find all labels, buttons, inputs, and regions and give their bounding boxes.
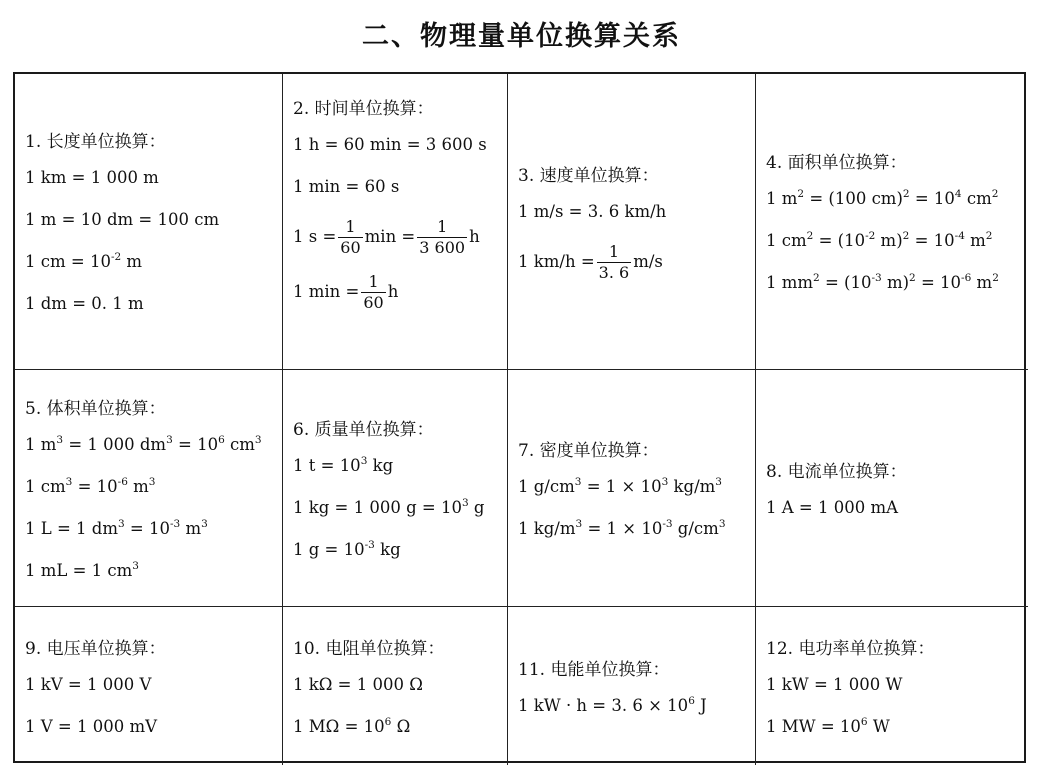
cell-heading: 9. 电压单位换算： [25, 638, 166, 659]
formula-line: 1 min = 60 s [293, 177, 400, 196]
formula-line: 1 $m^2 = (100$ $cm)^2 = 10^4$ $cm^2$ [766, 188, 999, 208]
formula-line: 1 mL = 1 $cm^3$ [25, 559, 139, 580]
formula-line: 1 $t = 10^3$ kg [293, 454, 394, 475]
cell-time [283, 74, 508, 370]
formula-line: 1 $m^3 = 1$ 000 $dm^3 = 10^6$ $cm^3$ [25, 433, 262, 454]
formula-line: 1 km/h = $\frac{1}{3. 6}$ m/s [518, 241, 663, 282]
cell-volume [15, 370, 283, 607]
fraction: $\frac{1}{3. 6}$ [598, 241, 630, 282]
formula-line: 1 dm = 0. 1 m [25, 294, 144, 313]
cell-heading: 5. 体积单位换算： [25, 398, 166, 419]
formula-line: 1 min = $\frac{1}{60}$ h [293, 272, 399, 312]
formula-line: 1 V = 1 000 mV [25, 716, 158, 736]
cell-heading: 8. 电流单位换算： [766, 461, 907, 482]
formula-line: 1 L = 1 $dm^3 = 10^{-3}$ $m^3$ [25, 517, 208, 538]
cell-heading: 12. 电功率单位换算： [766, 638, 935, 659]
conversion-table [13, 72, 1026, 763]
cell-energy [508, 607, 756, 765]
cell-mass [283, 370, 508, 607]
formula-line: 1 A = 1 000 mA [766, 497, 899, 517]
cell-heading: 10. 电阻单位换算： [293, 638, 445, 659]
formula-line: 1 cm = $10^{-2}$ m [25, 251, 143, 271]
cell-heading: 6. 质量单位换算： [293, 419, 434, 440]
cell-heading: 2. 时间单位换算： [293, 99, 434, 119]
formula-line: 1 MW = $10^6$ W [766, 715, 890, 736]
formula-line: 1 m = 10 dm = 100 cm [25, 210, 220, 229]
fraction: $\frac{1}{60}$ [340, 217, 361, 257]
cell-heading: 3. 速度单位换算： [518, 165, 659, 186]
cell-heading: 7. 密度单位换算： [518, 440, 659, 461]
formula-line: 1 $cm^2 = (10^{-2}$ $m)^2 = 10^{-4}$ $m^2$ [766, 230, 993, 250]
formula-line: 1 $mm^2 = (10^{-3}$ $m)^2 = 10^{-6}$ $m^2$ [766, 272, 999, 292]
formula-line: 1 $g/cm^3 = 1 \times 10^3$ $kg/m^3$ [518, 475, 722, 496]
formula-line: 1 km = 1 000 m [25, 168, 159, 187]
cell-heading: 11. 电能单位换算： [518, 659, 670, 680]
cell-density [508, 370, 756, 607]
formula-line: 1 h = 60 min = 3 600 s [293, 135, 487, 154]
formula-line: 1 $M\Omega = 10^6$ Ω [293, 715, 411, 736]
cell-speed [508, 74, 756, 370]
fraction: $\frac{1}{60}$ [363, 272, 384, 312]
cell-power [756, 607, 1028, 765]
formula-line: 1 m/s = 3. 6 km/h [518, 201, 667, 221]
cell-heading: 1. 长度单位换算： [25, 132, 166, 152]
cell-length [15, 74, 283, 370]
formula-line: 1 kW = 1 000 W [766, 674, 903, 694]
formula-line: 1 s = $\frac{1}{60}$ min = $\frac{1}{3 600}$ h [293, 217, 480, 257]
fraction: $\frac{1}{3 600}$ [419, 217, 466, 257]
cell-current [756, 370, 1028, 607]
page-title: 二、物理量单位换算关系 [362, 21, 681, 52]
cell-resistance [283, 607, 508, 765]
formula-line: 1 $kg/m^3 = 1 \times 10^{-3}$ $g/cm^3$ [518, 517, 726, 538]
cell-voltage [15, 607, 283, 765]
cell-area [756, 74, 1028, 370]
formula-line: 1 $cm^3 = 10^{-6}$ $m^3$ [25, 475, 156, 496]
cell-heading: 4. 面积单位换算： [766, 153, 907, 173]
formula-line: 1 kΩ = 1 000 Ω [293, 674, 423, 694]
formula-line: 1 kV = 1 000 V [25, 674, 152, 694]
formula-line: 1 $g = 10^{-3}$ kg [293, 538, 401, 559]
formula-line: 1 kW · h = 3. $6 \times 10^6$ J [518, 694, 707, 715]
formula-line: 1 kg = 1 000 $g = 10^3$ g [293, 496, 485, 517]
